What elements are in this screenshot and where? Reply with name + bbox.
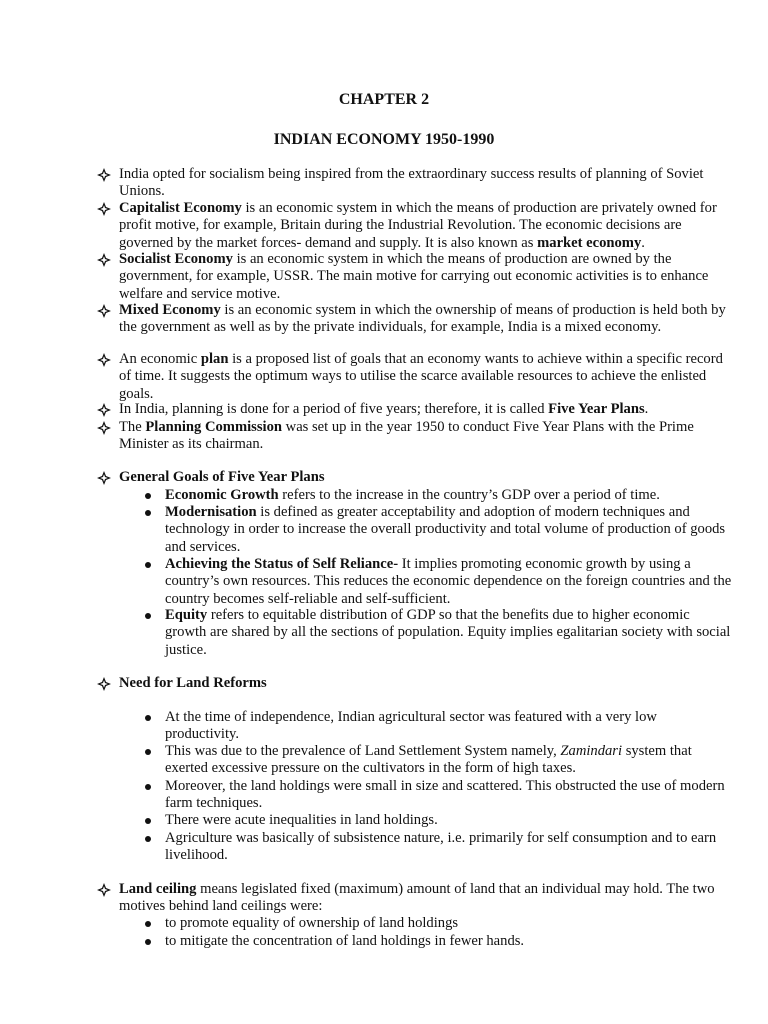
document-page: CHAPTER 2 INDIAN ECONOMY 1950-1990 India opted for socialism being inspired from the extraordinary success results of planning of Soviet Unions. Capitalist Economy is an economic system in which the means of production are privately owned for profit motive, for example, Britain during the Industrial Revolution. The economic decisions are governed by the market forces- demand and supply. It is also known as market economy. Socialist Economy is an economic system in which the means of production are owned by the government, for example, USSR. The main motive for carrying out economic activities is to enhance welfare and service motive. Mixed Economy is an economic system in which the ownership of means of production is held both by the government as well as by the private individuals, for example, India is a mixed economy. An economic plan is a proposed list of goals that an economy wants to achieve within a specific record of time. It suggests the optimum ways to utilise the scarce available resources to achieve the enlisted goals. In India, planning is done for a period of five years; therefore, it is called Five Year Plans. The Planning Commission was set up in the year 1950 to conduct Five Year Plans with the Prime Minister as its chairman. General Goals of Five Year Plans Economic Growth refers to the increase in the country’s GDP over a period of time. Modernisation is defined as greater acceptability and adoption of modern techniques and technology in order to increase the overall productivity and total volume of production of goods and services. Achieving the Status of Self Reliance- It implies promoting economic growth by using a country’s own resources. This reduces the economic dependence on the foreign countries and the country becomes self-reliable and self-sufficient. Equity refers to equitable distribution of GDP so that the benefits due to higher economic growth are shared by all the sections of population. Equity implies egalitarian society with social justice. Need for Land Reforms At the time of independence, Indian agricultural sector was featured with a very low productivity. This was due to the prevalence of Land Settlement System namely, Zamindari system that exerted excessive pressure on the cultivators in the form of high taxes. Moreover, the land holdings were small in size and scattered. This obstructed the use of modern farm techniques. There were acute inequalities in land holdings. Agriculture was basically of subsistence nature, i.e. primarily for self consumption and to earn livelihood. Land ceiling means legislated fixed (maximum) amount of land that an individual may hold. The two motives behind land ceilings were: to promote equality of ownership of land holdings to mitigate the concentration of land holdings in fewer hands. <box>0 0 768 1024</box>
bullet-dot <box>145 921 151 927</box>
diamond-bullet-icon <box>97 168 111 182</box>
bullet-dot <box>145 715 151 721</box>
term-land-ceiling: Land ceiling <box>119 881 197 897</box>
bullet-dot <box>145 613 151 619</box>
bullet-dot <box>145 749 151 755</box>
chapter-title: INDIAN ECONOMY 1950-1990 <box>273 131 495 148</box>
diamond-bullet-icon <box>97 403 111 417</box>
diamond-bullet-icon <box>97 353 111 367</box>
bullet-dot <box>145 784 151 790</box>
diamond-bullet-icon <box>97 202 111 216</box>
term-planning-commission: Planning Commission <box>145 419 282 435</box>
diamond-bullet-icon <box>97 471 111 485</box>
term-plan: plan <box>200 351 229 367</box>
term-mixed-economy: Mixed Economy <box>119 302 221 318</box>
term-capitalist-economy: Capitalist Economy <box>119 200 242 216</box>
bullet-dot <box>145 493 151 499</box>
bullet-dot <box>145 562 151 568</box>
term-socialist-economy: Socialist Economy <box>119 251 233 267</box>
bullet-dot <box>145 836 151 842</box>
diamond-bullet-icon <box>97 421 111 435</box>
term-five-year-plans: Five Year Plans <box>548 401 645 417</box>
bullet-dot <box>145 818 151 824</box>
diamond-bullet-icon <box>97 883 111 897</box>
diamond-bullet-icon <box>97 253 111 267</box>
bullet-dot <box>145 510 151 516</box>
chapter-label: CHAPTER 2 <box>338 91 430 108</box>
term-market-economy: market economy <box>537 234 642 251</box>
diamond-bullet-icon <box>97 304 111 318</box>
bullet-dot <box>145 939 151 945</box>
diamond-bullet-icon <box>97 677 111 691</box>
